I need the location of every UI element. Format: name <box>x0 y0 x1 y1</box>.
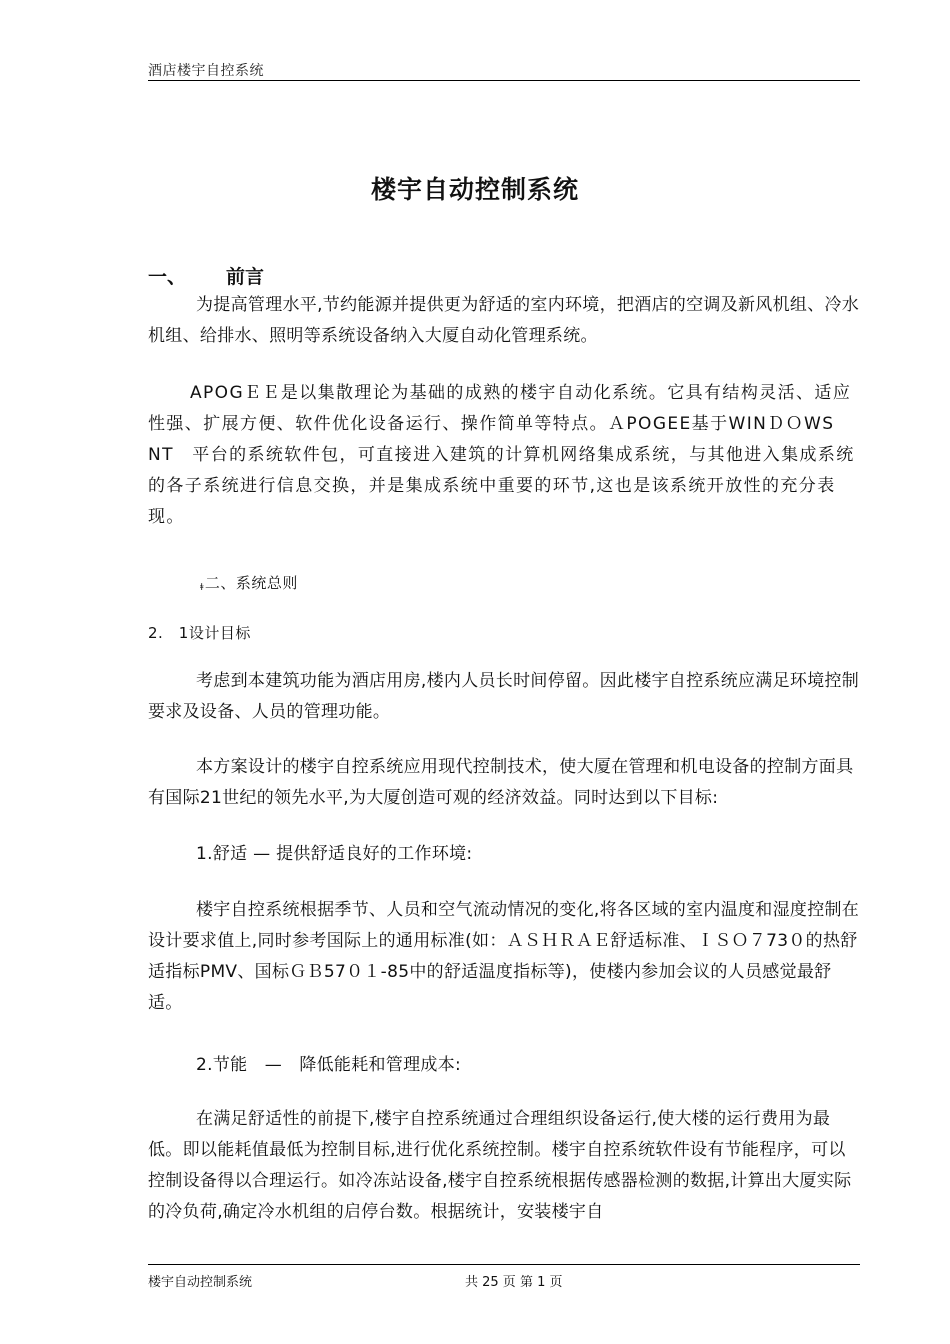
subsection-heading: 2. 1设计目标 <box>148 624 251 642</box>
paragraph-preface-2: APOGＥＥ是以集散理论为基础的成熟的楼宇自动化系统。它具有结构灵活、适应性强、扩展方便、软件优化设备运行、操作简单等特点。ＡPOGEE基于WINＤＯWS NT 平台的系统软件包，可直接进入建筑的计算机网络集成系统，与其他进入集成系统的各子系统进行信息交换，并是集成系统中重要的环节,这也是该系统开放性的充分表现。 <box>148 383 855 527</box>
section-title: 前言 <box>226 266 265 288</box>
paragraph-general-1: 考虑到本建筑功能为酒店用房,楼内人员长时间停留。因此楼宇自控系统应满足环境控制要求及设备、人员的管理功能。 <box>148 671 860 722</box>
section-number: 一、 <box>148 266 187 288</box>
running-header: 酒店楼宇自控系统 <box>148 63 264 79</box>
paragraph-general-2: 本方案设计的楼宇自控系统应用现代控制技术，使大厦在管理和机电设备的控制方面具有国际21世纪的领先水平,为大厦创造可观的经济效益。同时达到以下目标: <box>148 757 854 808</box>
page-number: 共 25 页 第 1 页 <box>465 1275 563 1290</box>
header-divider <box>148 80 860 81</box>
section-title: 二、系统总则 <box>204 574 298 592</box>
section-heading-general <box>200 572 298 593</box>
paragraph-energy-detail: 在满足舒适性的前提下,楼宇自控系统通过合理组织设备运行,使大楼的运行费用为最低。即以能耗值最低为控制目标,进行优化系统控制。楼宇自控系统软件设有节能程序，可以控制设备得以合理运行。如冷冻站设备,楼宇自控系统根据传感器检测的数据,计算出大厦实际的冷负荷,确定冷水机组的启停台数。根据统计，安装楼宇自 <box>148 1109 852 1222</box>
footer-divider <box>148 1264 860 1265</box>
section-heading-preface <box>148 262 264 289</box>
document-title: 楼宇自动控制系统 <box>370 175 579 204</box>
paragraph-preface-1: 为提高管理水平,节约能源并提供更为舒适的室内环境，把酒店的空调及新风机组、冷水机组、给排水、照明等系统设备纳入大厦自动化管理系统。 <box>148 295 860 346</box>
paragraph-goal-comfort: 1.舒适 — 提供舒适良好的工作环境: <box>196 844 473 864</box>
paragraph-mark-icon: ꬸ <box>200 583 204 593</box>
paragraph-goal-energy: 2.节能 — 降低能耗和管理成本: <box>196 1055 462 1075</box>
footer-title: 楼宇自动控制系统 <box>148 1275 253 1290</box>
paragraph-comfort-detail: 楼宇自控系统根据季节、人员和空气流动情况的变化,将各区域的室内温度和湿度控制在设计要求值上,同时参考国际上的通用标准(如：ＡＳＨＲＡＥ舒适标准、ＩＳＯ７73０的热舒适指标PMV、国标ＧＢ57０１-85中的舒适温度指标等)，使楼内参加会议的人员感觉最舒适。 <box>148 900 860 1013</box>
